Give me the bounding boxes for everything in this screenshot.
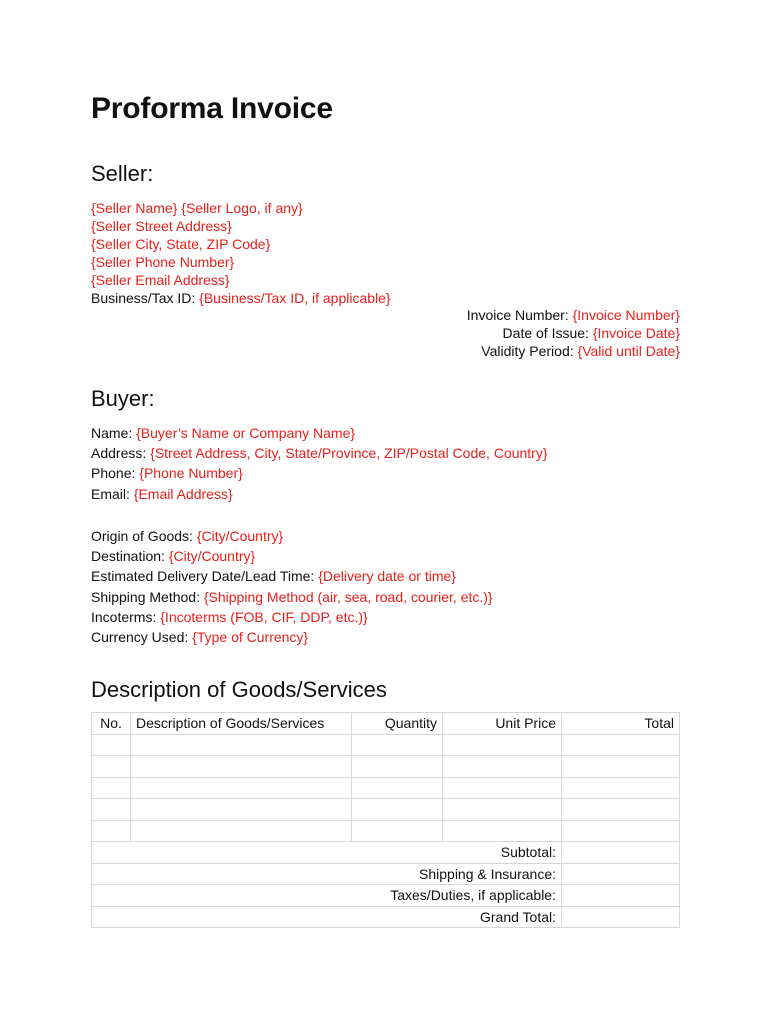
invoice-number-value: {Invoice Number} [572,307,680,323]
shipping-method-value: {Shipping Method (air, sea, road, courier, etc.)} [203,588,493,605]
currency-label: Currency Used: [91,629,193,646]
column-header-quantity: Quantity [352,713,443,735]
cell-unit-price [443,820,562,842]
goods-table [91,712,680,928]
shipping-method-line [91,587,493,607]
subtotal-row [92,842,680,864]
cell-no [92,799,131,821]
subtotal-value [562,842,680,864]
page-title: Proforma Invoice [91,92,333,125]
table-row [92,777,680,799]
table-header-row [92,713,680,735]
validity-line [467,342,680,360]
currency-value: {Type of Currency} [192,629,309,646]
seller-tax-line [91,289,391,307]
buyer-email-label: Email: [91,485,134,502]
invoice-number-label: Invoice Number: [466,307,573,323]
column-header-no: No. [92,713,131,735]
invoice-info [467,306,680,360]
buyer-heading: Buyer: [91,386,155,411]
delivery-label: Estimated Delivery Date/Lead Time: [91,568,319,585]
cell-no [92,820,131,842]
cell-total [562,756,680,778]
cell-description [131,820,352,842]
cell-no [92,756,131,778]
seller-email: {Seller Email Address} [91,272,230,288]
cell-quantity [352,756,443,778]
buyer-address-label: Address: [91,445,151,462]
cell-description [131,799,352,821]
cell-unit-price [443,799,562,821]
cell-unit-price [443,777,562,799]
buyer-address-value: {Street Address, City, State/Province, ZIP/Postal Code, Country} [150,445,548,462]
cell-total [562,820,680,842]
invoice-date-line [467,324,680,342]
shipping-insurance-value [562,863,680,885]
grand-total-label: Grand Total: [92,906,562,928]
cell-quantity [352,799,443,821]
delivery-line [91,566,493,586]
goods-heading: Description of Goods/Services [91,677,387,702]
invoice-date-label: Date of Issue: [502,325,593,341]
seller-block [91,199,391,307]
buyer-phone-line [91,463,548,483]
buyer-address-line [91,443,548,463]
seller-phone: {Seller Phone Number} [91,254,235,270]
destination-line [91,546,493,566]
validity-label: Validity Period: [481,343,578,359]
buyer-email-line [91,484,548,504]
cell-quantity [352,820,443,842]
shipping-insurance-row [92,863,680,885]
cell-description [131,734,352,756]
seller-city: {Seller City, State, ZIP Code} [91,236,271,252]
incoterms-line [91,607,493,627]
subtotal-label: Subtotal: [92,842,562,864]
buyer-name-label: Name: [91,425,137,441]
taxes-duties-label: Taxes/Duties, if applicable: [92,885,562,907]
column-header-total: Total [562,713,680,735]
seller-heading: Seller: [91,161,154,186]
table-row [92,734,680,756]
currency-line [91,627,493,647]
cell-total [562,734,680,756]
cell-total [562,777,680,799]
buyer-phone-value: {Phone Number} [139,465,243,482]
incoterms-label: Incoterms: [91,608,161,625]
table-row [92,799,680,821]
origin-line [91,526,493,546]
column-header-description: Description of Goods/Services [131,713,352,735]
cell-no [92,777,131,799]
grand-total-row [92,906,680,928]
buyer-phone-label: Phone: [91,465,140,482]
cell-unit-price [443,734,562,756]
column-header-unit-price: Unit Price [443,713,562,735]
cell-total [562,799,680,821]
taxes-duties-row [92,885,680,907]
invoice-date-value: {Invoice Date} [592,325,680,341]
shipping-insurance-label: Shipping & Insurance: [92,863,562,885]
table-row [92,756,680,778]
taxes-duties-value [562,885,680,907]
shipping-method-label: Shipping Method: [91,588,204,605]
shipping-block [91,526,493,647]
invoice-number-line [467,306,680,324]
destination-value: {City/Country} [168,548,256,565]
cell-description [131,777,352,799]
validity-value: {Valid until Date} [577,343,680,359]
buyer-name-value: {Buyer’s Name or Company Name} [136,425,356,441]
cell-quantity [352,734,443,756]
incoterms-value: {Incoterms (FOB, CIF, DDP, etc.)} [160,608,368,625]
cell-description [131,756,352,778]
seller-tax-label: Business/Tax ID: [91,290,200,306]
grand-total-value [562,906,680,928]
origin-value: {City/Country} [196,528,284,544]
cell-no [92,734,131,756]
origin-label: Origin of Goods: [91,528,197,544]
buyer-block [91,423,548,504]
delivery-value: {Delivery date or time} [318,568,456,585]
destination-label: Destination: [91,548,169,565]
cell-unit-price [443,756,562,778]
cell-quantity [352,777,443,799]
table-row [92,820,680,842]
buyer-email-value: {Email Address} [133,485,233,502]
seller-street: {Seller Street Address} [91,218,232,234]
seller-name-logo: {Seller Name} {Seller Logo, if any} [91,200,303,216]
buyer-name-line [91,423,548,443]
seller-tax-value: {Business/Tax ID, if applicable} [199,290,391,306]
